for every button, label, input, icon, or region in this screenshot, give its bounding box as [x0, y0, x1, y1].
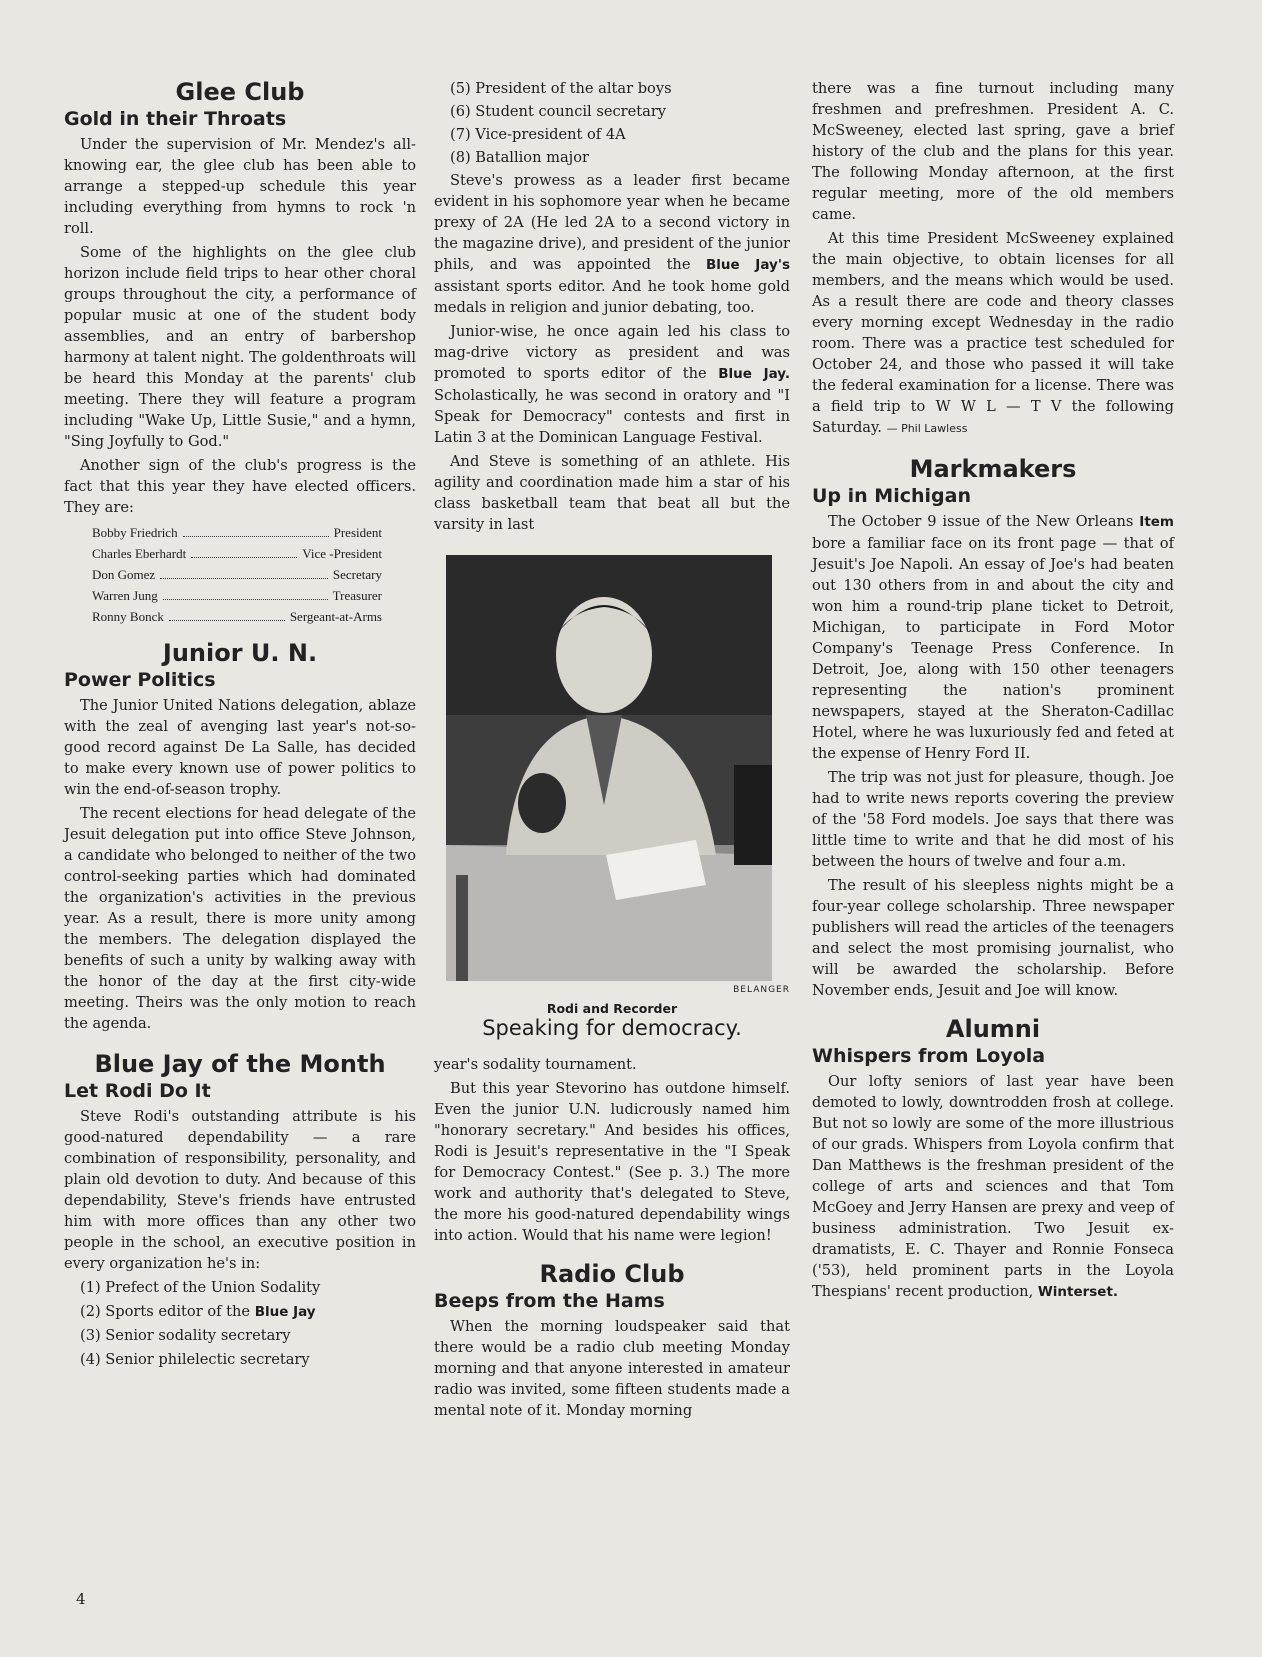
column-right — [812, 78, 1174, 1306]
glee-paragraph-3: Another sign of the club's progress is the fact that this year they have elected officers. They are: — [64, 457, 416, 516]
officer-row — [92, 585, 382, 606]
leader-dots — [160, 564, 328, 579]
officer-row — [92, 543, 382, 564]
radio-club-subtitle: Beeps from the Hams — [434, 1290, 665, 1312]
officer-role: Vice -President — [302, 546, 382, 561]
offices-list-continued — [434, 78, 790, 168]
officers-table — [92, 522, 382, 627]
junior-un-paragraph-2: The recent elections for head delegate of the Jesuit delegation put into office Steve Johnson, a candidate who belonged to neither of the two control-seeking parties which had dominated the organization's activities in the previous year. As a result, there is more unity among the members. The delegation displayed the benefits of such a unity by walking away with the honor of the day at the first city-wide meeting. Theirs was the only motion to reach the agenda. — [64, 805, 416, 1032]
glee-paragraph-2: Some of the highlights on the glee club horizon include field trips to hear other choral groups throughout the city, a performance of popular music at one of the student body assemblies, and an entry of barbershop harmony at talent night. The goldenthroats will be heard this Monday at the parents' club meeting. There they will feature a program including "Wake Up, Little Susie," and a hymn, "Sing Joyfully to God." — [64, 244, 416, 450]
officer-name: Bobby Friedrich — [92, 525, 178, 540]
list-item: (6) Student council secretary — [450, 103, 667, 120]
markmakers-paragraph-3: The result of his sleepless nights might be a four-year college scholarship. Three newspaper publishers will read the articles of the teenagers and select the most promising journalist, who will be awarded the scholarship. Before November ends, Jesuit and Joe will know. — [812, 877, 1174, 999]
blue-jay-title: Blue Jay of the Month — [94, 1050, 386, 1078]
blue-jay-paragraph-1: Steve Rodi's outstanding attribute is his good-natured dependability — a rare combination of responsibility, personality, and plain old devotion to duty. And because of this dependability, Steve's friends have entrusted him with more offices than any other two people in the school, an executive position in every organization he's in: — [64, 1108, 416, 1272]
markmakers-article — [812, 455, 1174, 1001]
photo-illustration — [446, 555, 772, 981]
markmakers-paragraph-1: The October 9 issue of the New Orleans Item bore a familiar face on its front page — that of Jesuit's Joe Napoli. An essay of Joe's had beaten out 130 others from in and about the city and won him a round-trip plane ticket to Detroit, Michigan, to participate in Ford Motor Company's Teenage Press Conference. In Detroit, Joe, along with 150 other teenagers representing the nation's prominent newspapers, stayed at the Sheraton-Cadillac Hotel, where he was luxuriously fed and feted at the expense of Henry Ford II. — [812, 513, 1174, 762]
leader-dots — [191, 543, 297, 558]
column-left — [64, 78, 416, 1373]
officer-name: Warren Jung — [92, 588, 158, 603]
photo-caption-label: Rodi and Recorder — [546, 1001, 678, 1016]
radio-paragraph-2: At this time President McSweeney explained the main objective, to obtain licenses for all members, and the means which would be used. As a result there are code and theory classes every morning except Wednesday in the radio room. There was a practice test scheduled for October 24, and those who passed it will take the federal examination for a license. There was a field trip to W W L — T V the following Saturday. — Phil Lawless — [812, 230, 1174, 436]
blue-jay-paragraph-4: And Steve is something of an athlete. His agility and coordination made him a star of his class basketball team that beat all but the varsity in last — [434, 453, 790, 533]
markmakers-paragraph-2: The trip was not just for pleasure, though. Joe had to write news reports covering the preview of the '58 Ford models. Joe says that there was little time to write and that he did most of his between the hours of twelve and four a.m. — [812, 769, 1174, 870]
officer-role: Sergeant-at-Arms — [289, 609, 382, 624]
markmakers-title: Markmakers — [909, 455, 1077, 483]
list-item: (3) Senior sodality secretary — [80, 1327, 291, 1344]
blue-jay-paragraph-2: Steve's prowess as a leader first became evident in his sophomore year when he became prexy of 2A (He led 2A to a second victory in the magazine drive), and president of the junior phils, and was appointed the Blue Jay's assistant sports editor. And he took home gold medals in religion and junior debating, too. — [434, 172, 790, 316]
junior-un-article — [64, 639, 416, 1034]
officer-name: Don Gomez — [92, 567, 156, 582]
radio-club-title: Radio Club — [539, 1260, 685, 1288]
officer-row — [92, 522, 382, 543]
radio-club-article — [434, 1260, 790, 1421]
leader-dots — [163, 585, 328, 600]
officer-row — [92, 564, 382, 585]
page-number: 4 — [76, 1590, 86, 1608]
blue-jay-paragraph-6: But this year Stevorino has outdone himself. Even the junior U.N. ludicrously named him "honorary secretary." And besides his offices, Rodi is Jesuit's representative in the "I Speak for Democracy Contest." (See p. 3.) The more work and authority that's delegated to Steve, the more his good-natured dependability wings into action. Would that his name were legion! — [434, 1080, 790, 1244]
blue-jay-article — [64, 1050, 416, 1371]
column-middle — [434, 78, 790, 1424]
glee-club-article — [64, 78, 416, 627]
blue-jay-subtitle: Let Rodi Do It — [64, 1080, 211, 1102]
list-item: (2) Sports editor of the Blue Jay — [80, 1303, 316, 1320]
leader-dots — [169, 606, 285, 621]
photo-caption: Speaking for democracy. — [482, 1016, 742, 1040]
officer-role: President — [333, 525, 382, 540]
author-signature: — Phil Lawless — [886, 422, 968, 435]
officer-role: Secretary — [332, 567, 382, 582]
leader-dots — [183, 522, 329, 537]
glee-club-subtitle: Gold in their Throats — [64, 108, 287, 130]
list-item: (4) Senior philelectic secretary — [80, 1351, 310, 1368]
list-item: (8) Batallion major — [450, 149, 589, 166]
officer-name: Charles Eberhardt — [92, 546, 187, 561]
alumni-article — [812, 1015, 1174, 1303]
alumni-title: Alumni — [945, 1015, 1041, 1043]
alumni-subtitle: Whispers from Loyola — [812, 1045, 1046, 1067]
list-item: (5) President of the altar boys — [450, 80, 672, 97]
alumni-paragraph-1: Our lofty seniors of last year have been demoted to lowly, downtrodden frosh at college. But not so lowly are some of the more illustrious of our grads. Whispers from Loyola confirm that Dan Matthews is the freshman president of the college of arts and sciences and that Tom McGoey and Jerry Hansen are prexy and veep of business administration. Two Jesuit ex-dramatists, E. C. Thayer and Ronnie Fonseca ('53), held prominent parts in the Loyola Thespians' recent production, Winterset. — [812, 1073, 1174, 1300]
offices-list — [64, 1277, 416, 1371]
officer-name: Ronny Bonck — [92, 609, 164, 624]
blue-jay-paragraph-5: year's sodality tournament. — [434, 1056, 637, 1073]
radio-paragraph-1b: there was a fine turnout including many freshmen and prefreshmen. President A. C. McSweeney, elected last spring, gave a brief history of the club and the plans for this year. The following Monday afternoon, at the first regular meeting, more of the old members came. — [812, 80, 1174, 223]
glee-paragraph-1: Under the supervision of Mr. Mendez's all-knowing ear, the glee club has been able to arrange a stepped-up schedule this year including everything from hymns to rock 'n roll. — [64, 136, 416, 237]
glee-club-title: Glee Club — [175, 78, 305, 106]
officer-row — [92, 606, 382, 627]
list-item: (1) Prefect of the Union Sodality — [80, 1279, 321, 1296]
junior-un-paragraph-1: The Junior United Nations delegation, ablaze with the zeal of avenging last year's not-so-good record against De La Salle, has decided to make every known use of power politics to win the end-of-season trophy. — [64, 697, 416, 798]
junior-un-subtitle: Power Politics — [64, 669, 216, 691]
markmakers-subtitle: Up in Michigan — [812, 485, 971, 507]
blue-jay-paragraph-3: Junior-wise, he once again led his class to mag-drive victory as president and was promoted to sports editor of the Blue Jay. Scholastically, he was second in oratory and "I Speak for Democracy" contests and first in Latin 3 at the Dominican Language Festival. — [434, 323, 790, 446]
radio-paragraph-1a: When the morning loudspeaker said that there would be a radio club meeting Monday morning and that anyone interested in amateur radio was invited, some fifteen students made a mental note of it. Monday morning — [434, 1318, 790, 1419]
officer-role: Treasurer — [332, 588, 382, 603]
photo-credit: BELANGER — [733, 985, 790, 995]
list-item: (7) Vice-president of 4A — [450, 126, 626, 143]
photo-student-with-microphone — [446, 555, 772, 981]
junior-un-title: Junior U. N. — [162, 639, 318, 667]
